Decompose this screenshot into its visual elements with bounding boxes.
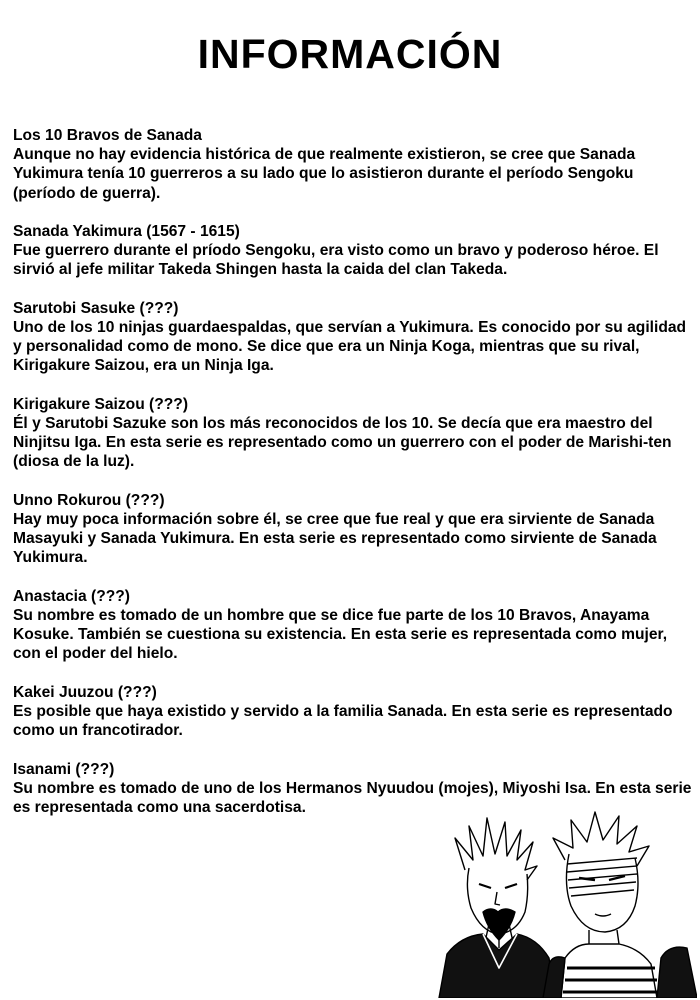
section-body: Su nombre es tomado de uno de los Hermanos Nyuudou (mojes), Miyoshi Isa. En esta serie es representada como una sacerdotisa. [13, 779, 692, 816]
section-heading: Unno Rokurou (???) [13, 491, 165, 509]
section-heading: Isanami (???) [13, 760, 115, 778]
section-kirigakure-saizou [13, 395, 695, 472]
section-heading: Sarutobi Sasuke (???) [13, 299, 179, 317]
section-unno-rokurou [13, 491, 695, 568]
section-body: Aunque no hay evidencia histórica de que realmente existieron, se cree que Sanada Yukimura tenía 10 guerreros a su lado que lo asistieron durante el período Sengoku (período de guerra). [13, 146, 636, 202]
section-diez-bravos [13, 126, 695, 203]
section-body: Uno de los 10 ninjas guardaespaldas, que servían a Yukimura. Es conocido por su agilidad y personalidad como de mono. Se dice que era un Ninja Koga, mientras que su rival, Kirigakure Saizou, era un Ninja Iga. [13, 319, 687, 375]
section-kakei-juuzou [13, 683, 695, 741]
right-character-drawing [543, 812, 697, 998]
info-content [13, 126, 695, 836]
section-body: Él y Sarutobi Sazuke son los más reconocidos de los 10. Se decía que era maestro del Ninjitsu Iga. En esta serie es representado como un guerrero con el poder de Marishi-ten (diosa de la luz). [13, 415, 672, 471]
section-sanada-yakimura [13, 222, 695, 280]
section-body: Hay muy poca información sobre él, se cree que fue real y que era sirviente de Sanada Masayuki y Sanada Yukimura. En esta serie es representado como sirviente de Sanada Yukimura. [13, 511, 657, 567]
section-anastacia [13, 587, 695, 664]
section-body: Su nombre es tomado de un hombre que se dice fue parte de los 10 Bravos, Anayama Kosuke. También se cuestiona su existencia. En esta serie es representada como mujer, con el poder del hielo. [13, 607, 668, 663]
left-character-drawing [439, 818, 555, 998]
section-heading: Sanada Yakimura (1567 - 1615) [13, 223, 240, 240]
section-heading: Los 10 Bravos de Sanada [13, 127, 202, 144]
section-heading: Kirigakure Saizou (???) [13, 395, 189, 413]
section-heading: Kakei Juuzou (???) [13, 683, 157, 701]
section-body: Es posible que haya existido y servido a la familia Sanada. En esta serie es representado como un francotirador. [13, 703, 673, 740]
section-sarutobi-sasuke [13, 299, 695, 376]
section-body: Fue guerrero durante el príodo Sengoku, era visto como un bravo y poderoso héroe. El sirvió al jefe militar Takeda Shingen hasta la caida del clan Takeda. [13, 242, 659, 279]
page-title: INFORMACIÓN [197, 31, 503, 77]
manga-characters-illustration [425, 808, 697, 998]
section-heading: Anastacia (???) [13, 587, 130, 605]
